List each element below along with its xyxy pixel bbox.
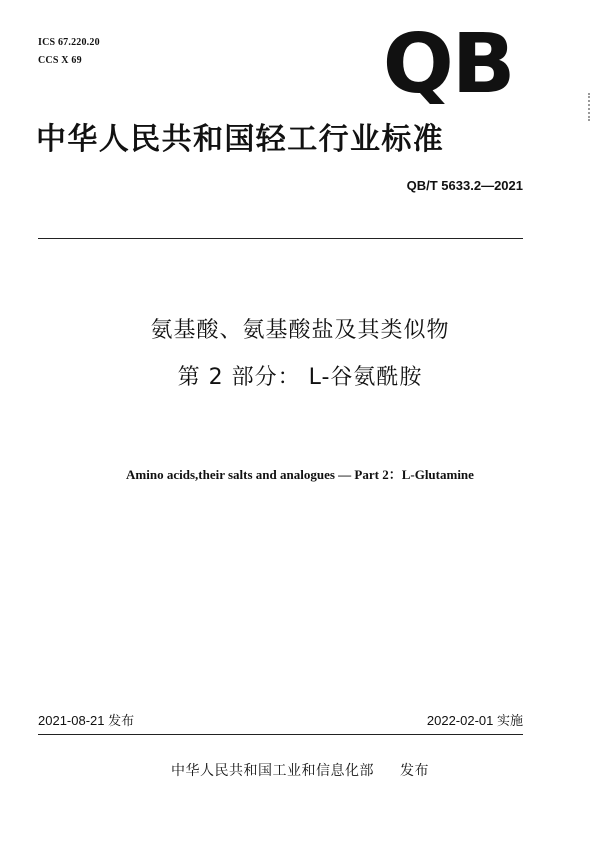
ccs-code: CCS X 69 <box>38 55 82 66</box>
implementation-date: 2022-02-01 实施 <box>426 713 523 728</box>
qb-logo: QB <box>382 17 514 112</box>
header-divider <box>38 238 523 239</box>
issue-date: 2021-08-21 发布 <box>38 713 135 728</box>
document-title-cn-line2: 第 2 部分： L-谷氨酰胺 <box>177 365 423 390</box>
standard-number: QB/T 5633.2—2021 <box>406 178 523 193</box>
issuer-name: 中华人民共和国工业和信息化部 <box>171 763 374 779</box>
issuer-line <box>0 760 600 780</box>
document-title-en: Amino acids,their salts and analogues — Part 2：L-Glutamine <box>126 467 474 482</box>
footer-divider <box>38 734 523 735</box>
document-title-cn-line1: 氨基酸、氨基酸盐及其类似物 <box>150 318 450 343</box>
standard-title: 中华人民共和国轻工行业标准 <box>36 122 445 157</box>
issuer-verb: 发布 <box>400 763 429 779</box>
ics-code: ICS 67.220.20 <box>38 37 100 48</box>
margin-mark <box>588 93 594 121</box>
